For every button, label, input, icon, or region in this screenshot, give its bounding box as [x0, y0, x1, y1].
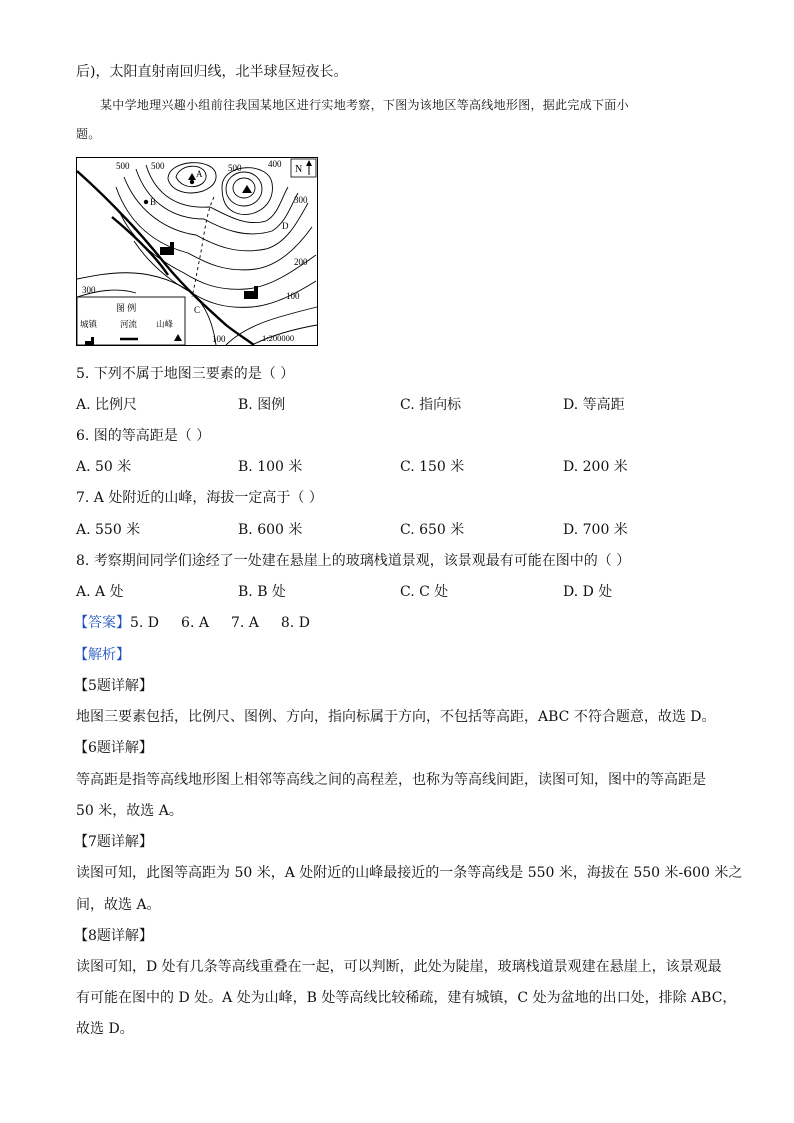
detail-6-title: 【6题详解】: [74, 740, 153, 756]
question-7-stem: 7. A 处附近的山峰，海拔一定高于（ ）: [76, 490, 323, 506]
q8-option-b: B. B 处: [238, 584, 286, 600]
detail-7-line: 间，故选 A。: [76, 897, 161, 913]
question-5-stem: 5. 下列不属于地图三要素的是（ ）: [76, 366, 295, 382]
q5-option-d: D. 等高距: [563, 397, 625, 413]
legend-town-label: 城镇: [80, 319, 98, 329]
contour-label: 100: [286, 291, 300, 301]
point-b-dot: [144, 200, 148, 204]
north-arrow-icon: [291, 159, 316, 177]
lead-line: 后)，太阳直射南回归线，北半球昼短夜长。: [76, 64, 348, 80]
detail-6-line: 等高距是指等高线地形图上相邻等高线之间的高程差，也称为等高线间距，读图可知，图中的等高距是: [76, 772, 706, 788]
detail-7-title: 【7题详解】: [74, 834, 153, 850]
point-c-label: C: [194, 305, 201, 315]
q7-option-b: B. 600 米: [238, 522, 303, 538]
q7-option-d: D. 700 米: [563, 522, 628, 538]
intro-line-2: 题。: [76, 127, 101, 141]
answer-item: 6. A: [181, 615, 209, 631]
q6-option-c: C. 150 米: [400, 459, 465, 475]
q6-option-d: D. 200 米: [563, 459, 628, 475]
q5-option-c: C. 指向标: [400, 397, 462, 413]
contour-label: 500: [228, 163, 242, 173]
q6-option-b: B. 100 米: [238, 459, 303, 475]
contour-map: [76, 157, 318, 346]
q5-option-b: B. 图例: [238, 397, 286, 413]
point-a-label: A: [196, 169, 203, 179]
q8-option-d: D. D 处: [563, 584, 613, 600]
answer-item: 8. D: [280, 615, 310, 631]
point-b-label: B: [150, 197, 157, 207]
contour-label: 500: [116, 161, 130, 171]
answer-item: 5. D: [130, 615, 160, 631]
detail-5-line: 地图三要素包括，比例尺、图例、方向，指向标属于方向，不包括等高距，ABC 不符合题意，故选 D。: [76, 709, 716, 725]
q5-option-a: A. 比例尺: [76, 397, 138, 413]
legend-peak-label: 山峰: [156, 319, 174, 329]
detail-8-line: 有可能在图中的 D 处。A 处为山峰，B 处等高线比较稀疏，建有城镇，C 处为盆地的出口处，排除 ABC，: [76, 990, 737, 1006]
detail-5-title: 【5题详解】: [74, 678, 153, 694]
map-legend: [77, 297, 185, 346]
question-6-stem: 6. 图的等高距是（ ）: [76, 428, 211, 444]
detail-6-line: 50 米，故选 A。: [76, 803, 183, 819]
q7-option-c: C. 650 米: [400, 522, 465, 538]
answer-label: 【答案】: [74, 615, 130, 631]
legend-title: 图 例: [116, 303, 137, 313]
question-8-stem: 8. 考察期间同学们途经了一处建在悬崖上的玻璃栈道景观，该景观最有可能在图中的（ ）: [76, 553, 631, 569]
contour-label: 300: [294, 195, 308, 205]
analysis-label: 【解析】: [74, 647, 130, 663]
legend-river-label: 河流: [120, 319, 138, 329]
detail-8-title: 【8题详解】: [74, 928, 153, 944]
q6-option-a: A. 50 米: [76, 459, 132, 475]
q8-option-a: A. A 处: [76, 584, 124, 600]
svg-text:N: N: [295, 164, 303, 175]
detail-8-line: 读图可知，D 处有几条等高线重叠在一起，可以判断，此处为陡崖，玻璃栈道景观建在悬崖上，该景观最: [76, 959, 722, 975]
detail-8-line: 故选 D。: [76, 1021, 134, 1037]
q7-option-a: A. 550 米: [76, 522, 141, 538]
answer-item: 7. A: [230, 615, 259, 631]
answer-row: [74, 613, 332, 633]
contour-label: 400: [268, 159, 282, 169]
contour-label: 200: [294, 257, 308, 267]
scale-label: 1:200000: [262, 333, 295, 343]
contour-label: 500: [151, 161, 165, 171]
contour-label: 100: [212, 334, 226, 344]
detail-7-line: 读图可知，此图等高距为 50 米，A 处附近的山峰最接近的一条等高线是 550 米，海拔在 550 米-600 米之: [76, 865, 743, 881]
intro-line-1: 某中学地理兴趣小组前往我国某地区进行实地考察，下图为该地区等高线地形图，据此完成下面小: [100, 98, 629, 112]
point-a-dot: [190, 180, 194, 184]
q8-option-c: C. C 处: [400, 584, 449, 600]
contour-label: 300: [82, 285, 96, 295]
point-d-label: D: [282, 221, 289, 231]
